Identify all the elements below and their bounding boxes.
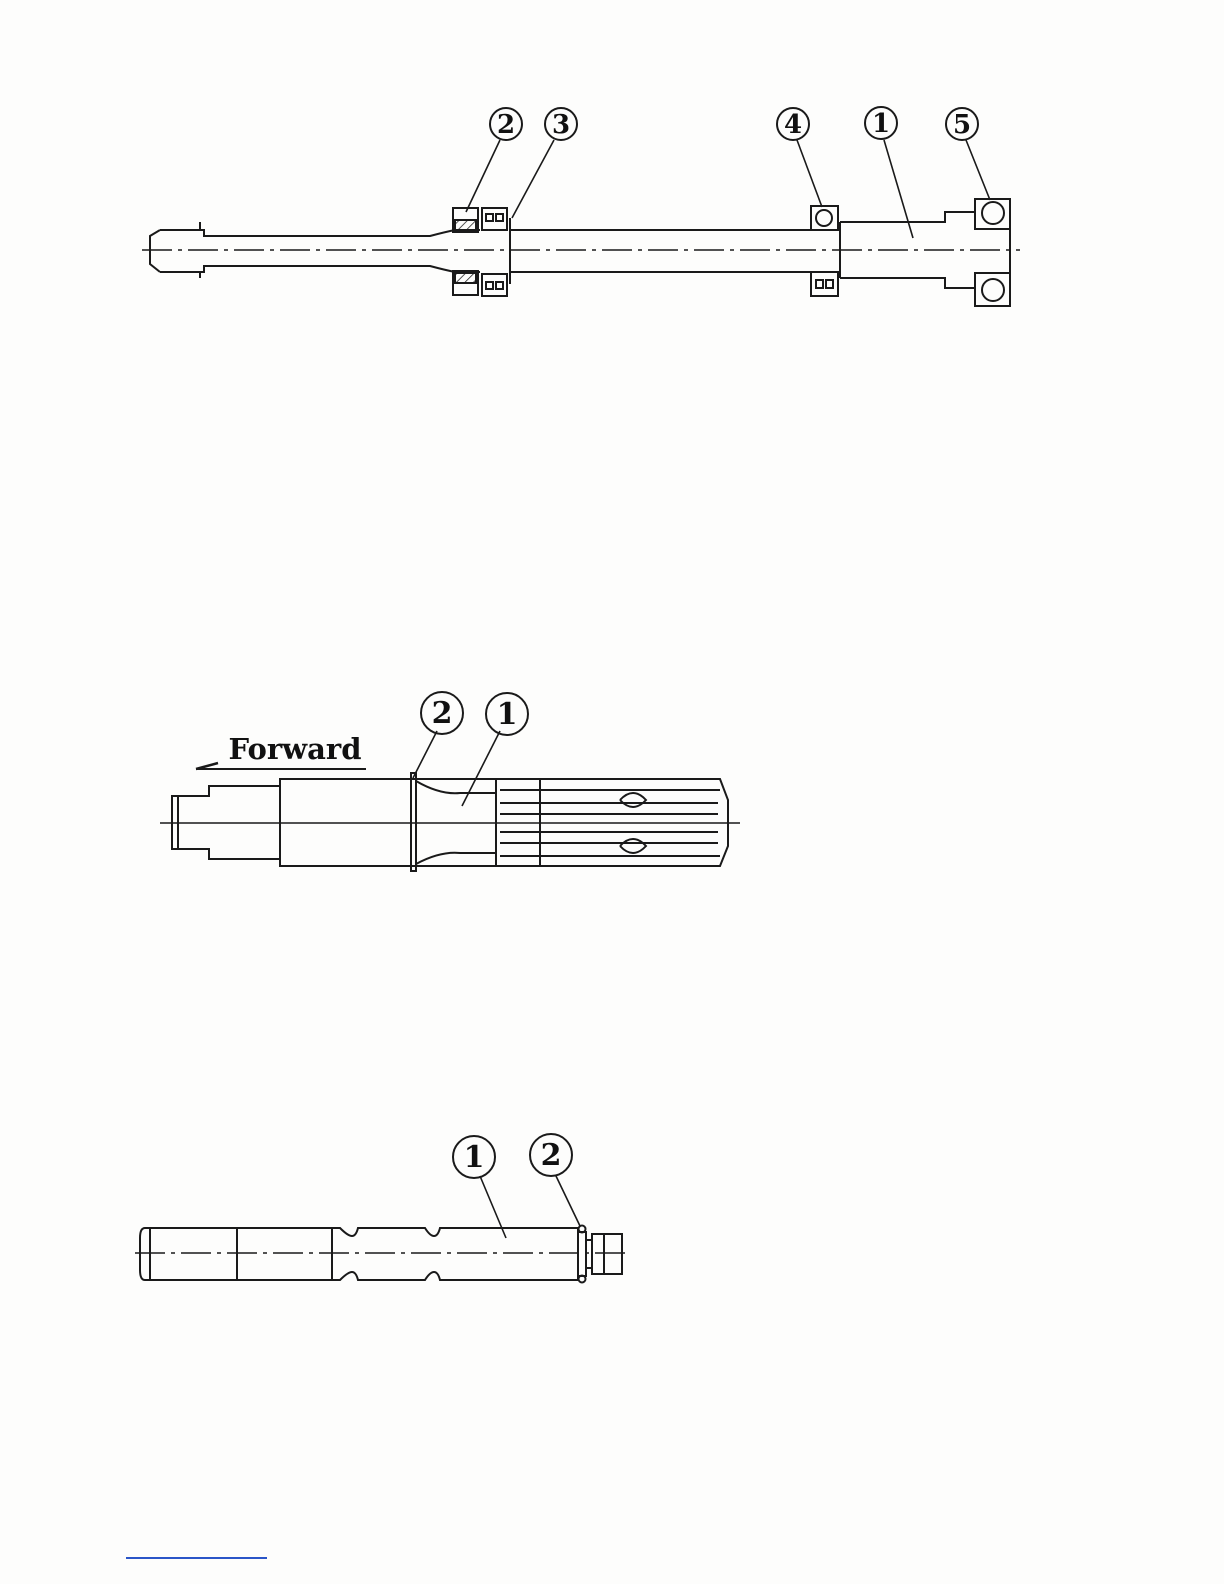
figure-1-callout-1: 1: [871, 109, 891, 139]
figure-1-needle-bearing-top-roller-a: [486, 214, 493, 221]
figure-1-callout-2: 2: [496, 110, 516, 140]
figure-3-callout-1: 1: [463, 1140, 485, 1175]
figure-1-leader-5: [966, 140, 990, 200]
figure-1-ball-bearing-4-bottom-roller-b: [826, 280, 833, 288]
figure-1-leader-4: [797, 140, 822, 207]
figure-2-forward-label: Forward: [228, 732, 362, 766]
figure-3-end-tip: [592, 1234, 622, 1274]
figure-2-text: [229, 696, 518, 766]
figure-1-callout-4: 4: [783, 110, 803, 140]
figure-1-ball-bearing-4-top-ball: [816, 210, 832, 226]
figure-2-leader-1: [462, 731, 500, 806]
figure-1-ball-bearing-4-bottom-roller-a: [816, 280, 823, 288]
figure-3-end-land: [578, 1232, 586, 1276]
figure-1-needle-bearing-top-roller-b: [496, 214, 503, 221]
figure-3-leader-2: [556, 1176, 580, 1226]
figure-1-leader-3: [512, 140, 554, 218]
figure-1-bushing-bottom-hatch: [455, 273, 476, 283]
figure-3-callout-2: 2: [540, 1138, 562, 1173]
figure-1-ball-bearing-5-top-ball: [982, 202, 1004, 224]
figure-2-callout-2: 2: [431, 696, 453, 731]
figure-1-bushing-top-hatch: [455, 220, 476, 230]
figure-1-callout-5: 5: [952, 110, 972, 140]
figure-1-leader-2: [466, 140, 500, 212]
figure-1-needle-bearing-bottom-roller-b: [496, 282, 503, 289]
figure-1-callout-numbers: [497, 109, 971, 140]
figure-2-detent-bottom: [620, 839, 646, 853]
figure-2-callout-1: 1: [496, 697, 518, 732]
figure-2-snap-ring: [411, 773, 416, 871]
figure-1-shaft-bottom-edge: [160, 266, 975, 288]
figure-2-detent-top: [620, 793, 646, 807]
figure-1-needle-bearing-bottom-roller-a: [486, 282, 493, 289]
figure-1-shaft-top-edge: [150, 212, 975, 272]
figure-1-callout-3: 3: [551, 110, 571, 140]
figure-1-leader-1: [884, 140, 913, 238]
footnote-rule: [126, 1557, 267, 1559]
figure-1-ball-bearing-5-bottom-ball: [982, 279, 1004, 301]
figure-3-callout-numbers: [464, 1138, 562, 1175]
figure-2-leader-2: [413, 731, 437, 778]
figure-3-shaft-outline: [140, 1228, 578, 1280]
